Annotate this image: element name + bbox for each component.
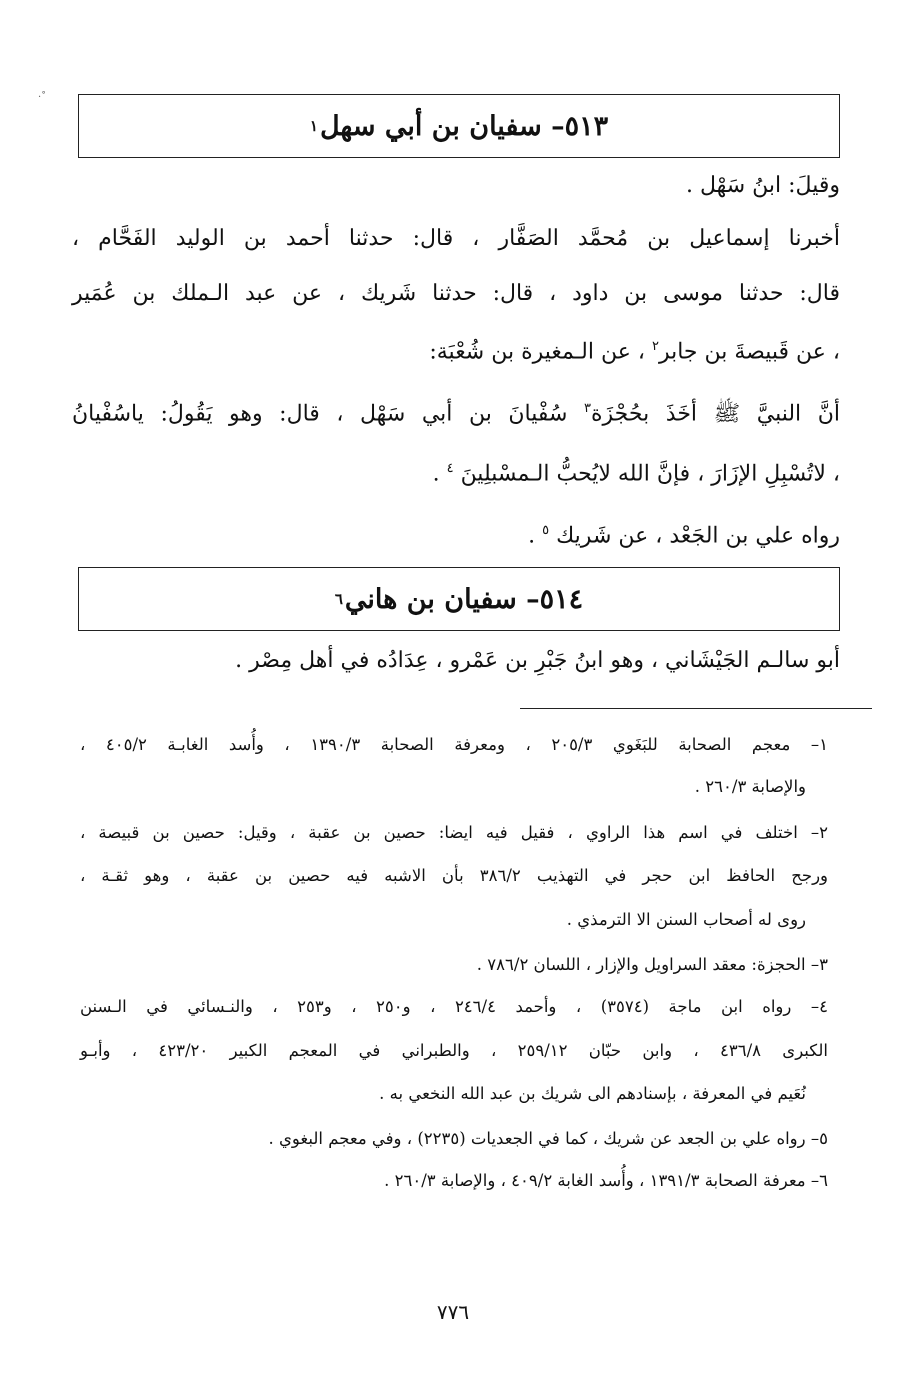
body-line: قال: حدثنا موسى بن داود ، قال: حدثنا شَريك ، عن عبد الـملك بن عُمَير [72,281,840,306]
footnote-line: نُعَيم في المعرفة ، بإسنادهم الى شريك بن عبد الله النخعي به . [379,1084,806,1103]
entry-heading-text: ٥١٤– سفيان بن هاني [344,583,584,615]
entry-heading-514 [78,567,840,631]
footnote-line: روى له أصحاب السنن الا الترمذي . [566,910,806,929]
body-line: وقيلَ: ابنُ سَهْل . [685,173,840,198]
footnote-line: ١– معجم الصحابة للبَغَوي ٢٠٥/٣ ، ومعرفة الصحابة ١٣٩٠/٣ ، وأُسد الغابـة ٤٠٥/٢ ، [80,735,828,754]
footnote-line: ٢– اختلف في اسم هذا الراوي ، فقيل فيه ايضا: حصين بن عقبة ، وقيل: حصين بن قبيصة ، [80,823,828,842]
footnote-ref: ٦ [334,590,343,608]
footnote-line: والإصابة ٢٦٠/٣ . [694,777,806,796]
footnote-ref: ٥ [542,523,550,538]
page-number: ٧٧٦ [436,1300,470,1324]
body-line: أبو سالـم الجَيْشَاني ، وهو ابنُ جَبْرِ بن عَمْرو ، عِدَادُه في أهل مِصْر . [235,648,840,673]
footnote-line: ورجح الحافظ ابن حجر في التهذيب ٣٨٦/٢ بأن الاشبه فيه حصين بن عقبة ، وهو ثقـة ، [80,866,829,885]
footnote-divider [520,708,872,709]
footnote-line: الكبرى ٤٣٦/٨ ، وابن حبّان ٢٥٩/١٢ ، والطبراني في المعجم الكبير ٤٢٣/٢٠ ، وأبـو [80,1041,829,1060]
entry-heading-513 [78,94,840,158]
footnote-line: ٥– رواه علي بن الجعد عن شريك ، كما في الجعديات (٢٢٣٥) ، وفي معجم البغوي . [268,1129,828,1148]
footnote-ref: ٤ [446,461,454,476]
entry-heading-text: ٥١٣– سفيان بن أبي سهل [319,110,609,142]
footnote-line: ٦– معرفة الصحابة ١٣٩١/٣ ، وأُسد الغابة ٤٠٩/٢ ، والإصابة ٢٦٠/٣ . [384,1171,828,1190]
footnote-line: ٣– الحجزة: معقد السراويل والإزار ، اللسان ٧٨٦/٢ . [476,955,828,974]
body-line: ، لاتُسْبِلِ الإزَارَ ، فإنَّ الله لايُحبُّ الـمسْبلِينَ $^٤$ . [432,461,840,487]
body-line: أخبرنا إسماعيل بن مُحمَّد الصَفَّار ، قال: حدثنا أحمد بن الوليد الفَحَّام ، [72,226,840,251]
footnote-ref: ١ [309,117,318,135]
footnote-line: ٤– رواه ابن ماجة (٣٥٧٤) ، وأحمد ٢٤٦/٤ ، و٢٥٠ ، و٢٥٣ ، والنـسائي في الـسنن [80,997,828,1016]
scan-mark: ˚· [38,92,47,103]
footnote-ref: ٣ [584,401,592,416]
body-line: أنَّ النبيَّ ﷺ أخَذَ بحُجْزَة$^٣$ سُفْيانَ بن أبي سَهْل ، قال: وهو يَقُولُ: ياسُفْيانُ [72,401,840,427]
body-line: رواه علي بن الجَعْد ، عن شَريك $^٥$ . [528,523,840,549]
footnote-ref: ٢ [651,339,659,354]
body-line: ، عن قَبيصةَ بن جابر$^٢$ ، عن الـمغيرة بن شُعْبَة: [429,339,840,365]
